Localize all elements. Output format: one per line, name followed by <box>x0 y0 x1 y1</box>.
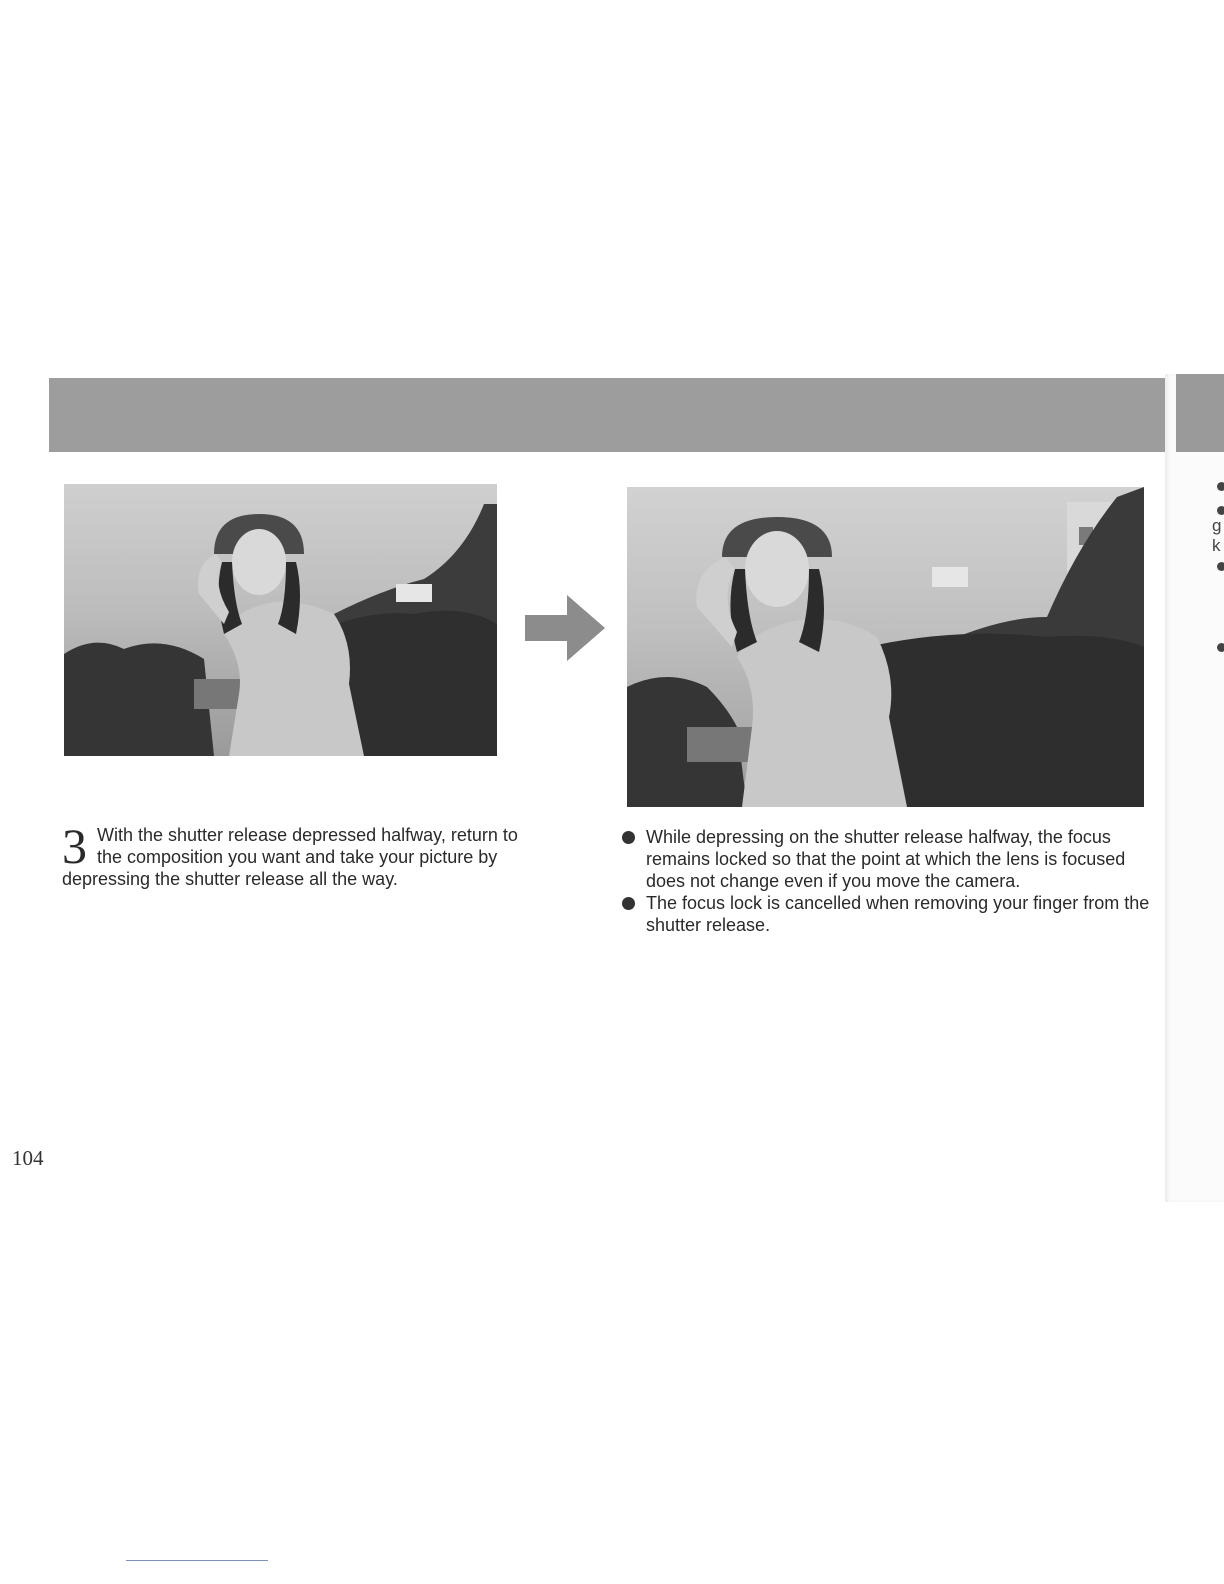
step-number: 3 <box>62 818 87 874</box>
photo-before-recompose <box>64 484 497 756</box>
arrow-right-icon <box>525 595 605 661</box>
page-number: 104 <box>12 1146 44 1170</box>
next-page-text-fragment: g <box>1212 516 1222 535</box>
next-page-edge <box>1165 374 1224 1202</box>
next-page-bullet-icon <box>1217 643 1224 652</box>
step-text-line: the composition you want and take your picture by <box>97 847 498 867</box>
next-page-text-fragment: k <box>1212 536 1221 555</box>
step-text-line: With the shutter release depressed halfway, return to <box>97 825 518 845</box>
note-item: While depressing on the shutter release halfway, the focus remains locked so that the point at which the lens is focused does not change even if you move the camera. <box>622 826 1152 892</box>
next-page-bullet-icon <box>1217 562 1224 571</box>
next-page-bullet-icon <box>1217 506 1224 515</box>
next-page-bullet-icon <box>1217 482 1224 491</box>
header-band <box>49 378 1165 452</box>
step-instruction <box>62 818 602 890</box>
footer-rule <box>126 1560 268 1561</box>
next-page-header-band <box>1176 374 1224 452</box>
notes-list <box>622 826 1152 936</box>
step-text-line: depressing the shutter release all the way. <box>62 869 398 889</box>
note-item: The focus lock is cancelled when removing your finger from the shutter release. <box>622 892 1152 936</box>
photo-after-recompose <box>627 487 1144 807</box>
